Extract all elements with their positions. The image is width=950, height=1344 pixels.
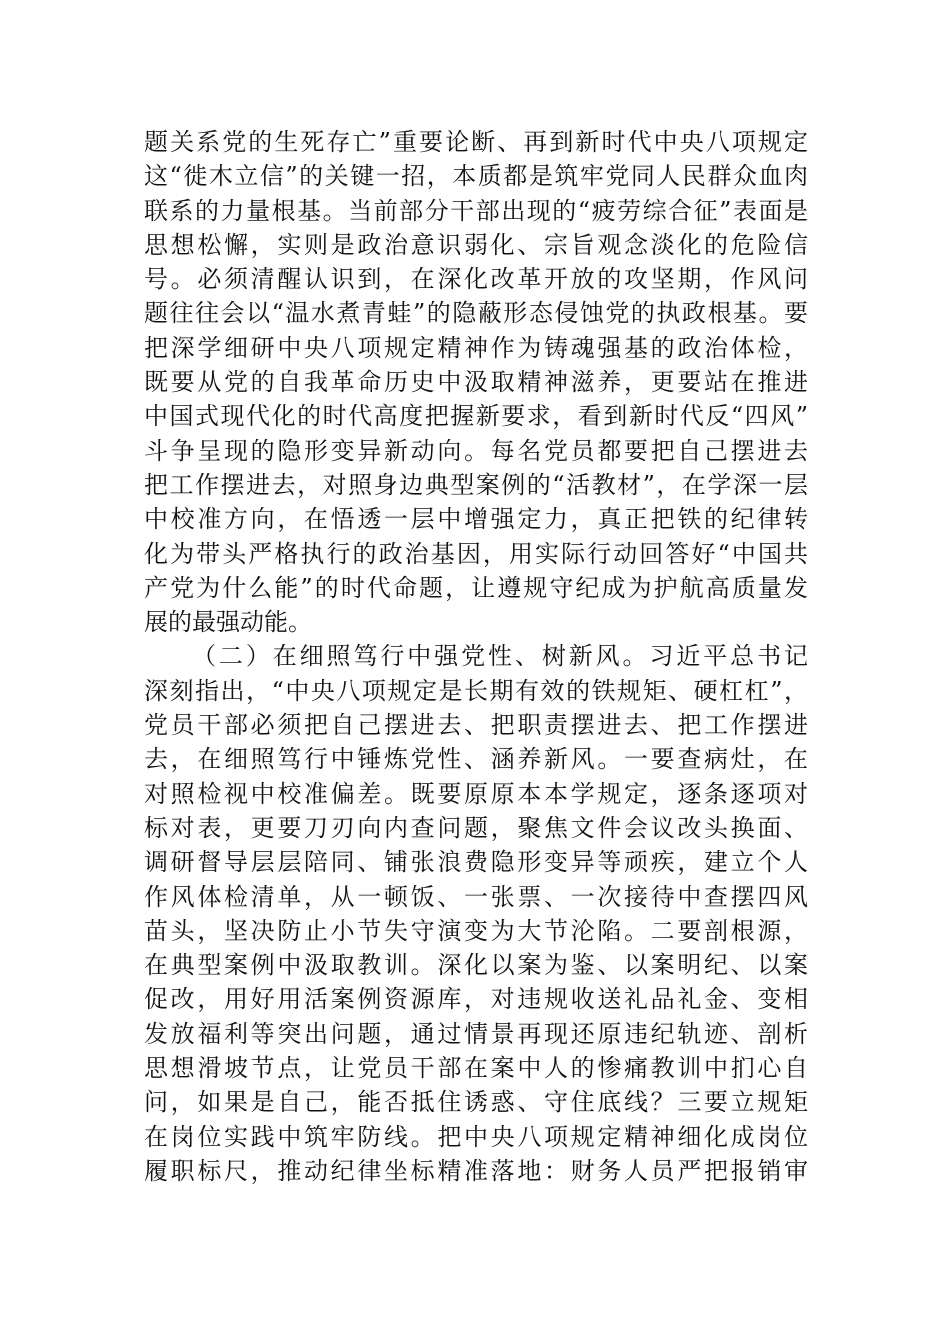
text-line: 去，在细照笃行中锤炼党性、涵养新风。一要查病灶，在 — [144, 745, 808, 774]
text-line: 标对表，更要刀刃向内查问题，聚焦文件会议改头换面、 — [144, 813, 808, 842]
text-line: 斗争呈现的隐形变异新动向。每名党员都要把自己摆进去 — [144, 436, 808, 465]
text-line: 调研督导层层陪同、铺张浪费隐形变异等顽疾，建立个人 — [144, 848, 808, 877]
text-line: 问，如果是自己，能否抵住诱惑、守住底线？三要立规矩 — [144, 1088, 808, 1117]
text-line: 题往往会以“温水煮青蛙”的隐蔽形态侵蚀党的执政根基。要 — [144, 299, 808, 328]
text-line: 党员干部必须把自己摆进去、把职责摆进去、把工作摆进 — [144, 711, 808, 740]
text-line: 题关系党的生死存亡”重要论断、再到新时代中央八项规定 — [144, 128, 808, 156]
text-line: 履职标尺，推动纪律坐标精准落地：财务人员严把报销审 — [144, 1156, 808, 1185]
text-line: 联系的力量根基。当前部分干部出现的“疲劳综合征”表面是 — [144, 196, 808, 225]
text-line: 深刻指出，“中央八项规定是长期有效的铁规矩、硬杠杠”， — [144, 676, 808, 705]
text-line: 在岗位实践中筑牢防线。把中央八项规定精神细化成岗位 — [144, 1122, 808, 1151]
text-line: 苗头，坚决防止小节失守演变为大节沦陷。二要剖根源， — [144, 916, 808, 945]
text-line: 作风体检清单，从一顿饭、一张票、一次接待中查摆四风 — [144, 882, 808, 911]
text-line: 中校准方向，在悟透一层中增强定力，真正把铁的纪律转 — [144, 505, 808, 534]
text-line: 把深学细研中央八项规定精神作为铸魂强基的政治体检， — [144, 333, 808, 362]
text-line: 号。必须清醒认识到，在深化改革开放的攻坚期，作风问 — [144, 265, 808, 294]
text-line: 对照检视中校准偏差。既要原原本本学规定，逐条逐项对 — [144, 779, 808, 808]
text-line: 产党为什么能”的时代命题，让遵规守纪成为护航高质量发 — [144, 573, 808, 602]
text-line: 发放福利等突出问题，通过情景再现还原违纪轨迹、剖析 — [144, 1019, 808, 1048]
text-line: 化为带头严格执行的政治基因，用实际行动回答好“中国共 — [144, 539, 808, 568]
document-body — [144, 125, 808, 1188]
text-line: 思想松懈，实则是政治意识弱化、宗旨观念淡化的危险信 — [144, 230, 808, 259]
text-line: 这“徙木立信”的关键一招，本质都是筑牢党同人民群众血肉 — [144, 162, 808, 191]
text-line: 促改，用好用活案例资源库，对违规收送礼品礼金、变相 — [144, 985, 808, 1014]
text-line: 展的最强动能。 — [144, 608, 312, 637]
text-line: 既要从党的自我革命历史中汲取精神滋养，更要站在推进 — [144, 368, 808, 397]
text-line: 思想滑坡节点，让党员干部在案中人的惨痛教训中扪心自 — [144, 1054, 808, 1083]
text-line: 在典型案例中汲取教训。深化以案为鉴、以案明纪、以案 — [144, 951, 808, 980]
text-line: （二）在细照笃行中强党性、树新风。习近平总书记 — [192, 642, 808, 671]
text-line: 中国式现代化的时代高度把握新要求，看到新时代反“四风” — [144, 402, 808, 431]
text-line: 把工作摆进去，对照身边典型案例的“活教材”，在学深一层 — [144, 470, 808, 499]
